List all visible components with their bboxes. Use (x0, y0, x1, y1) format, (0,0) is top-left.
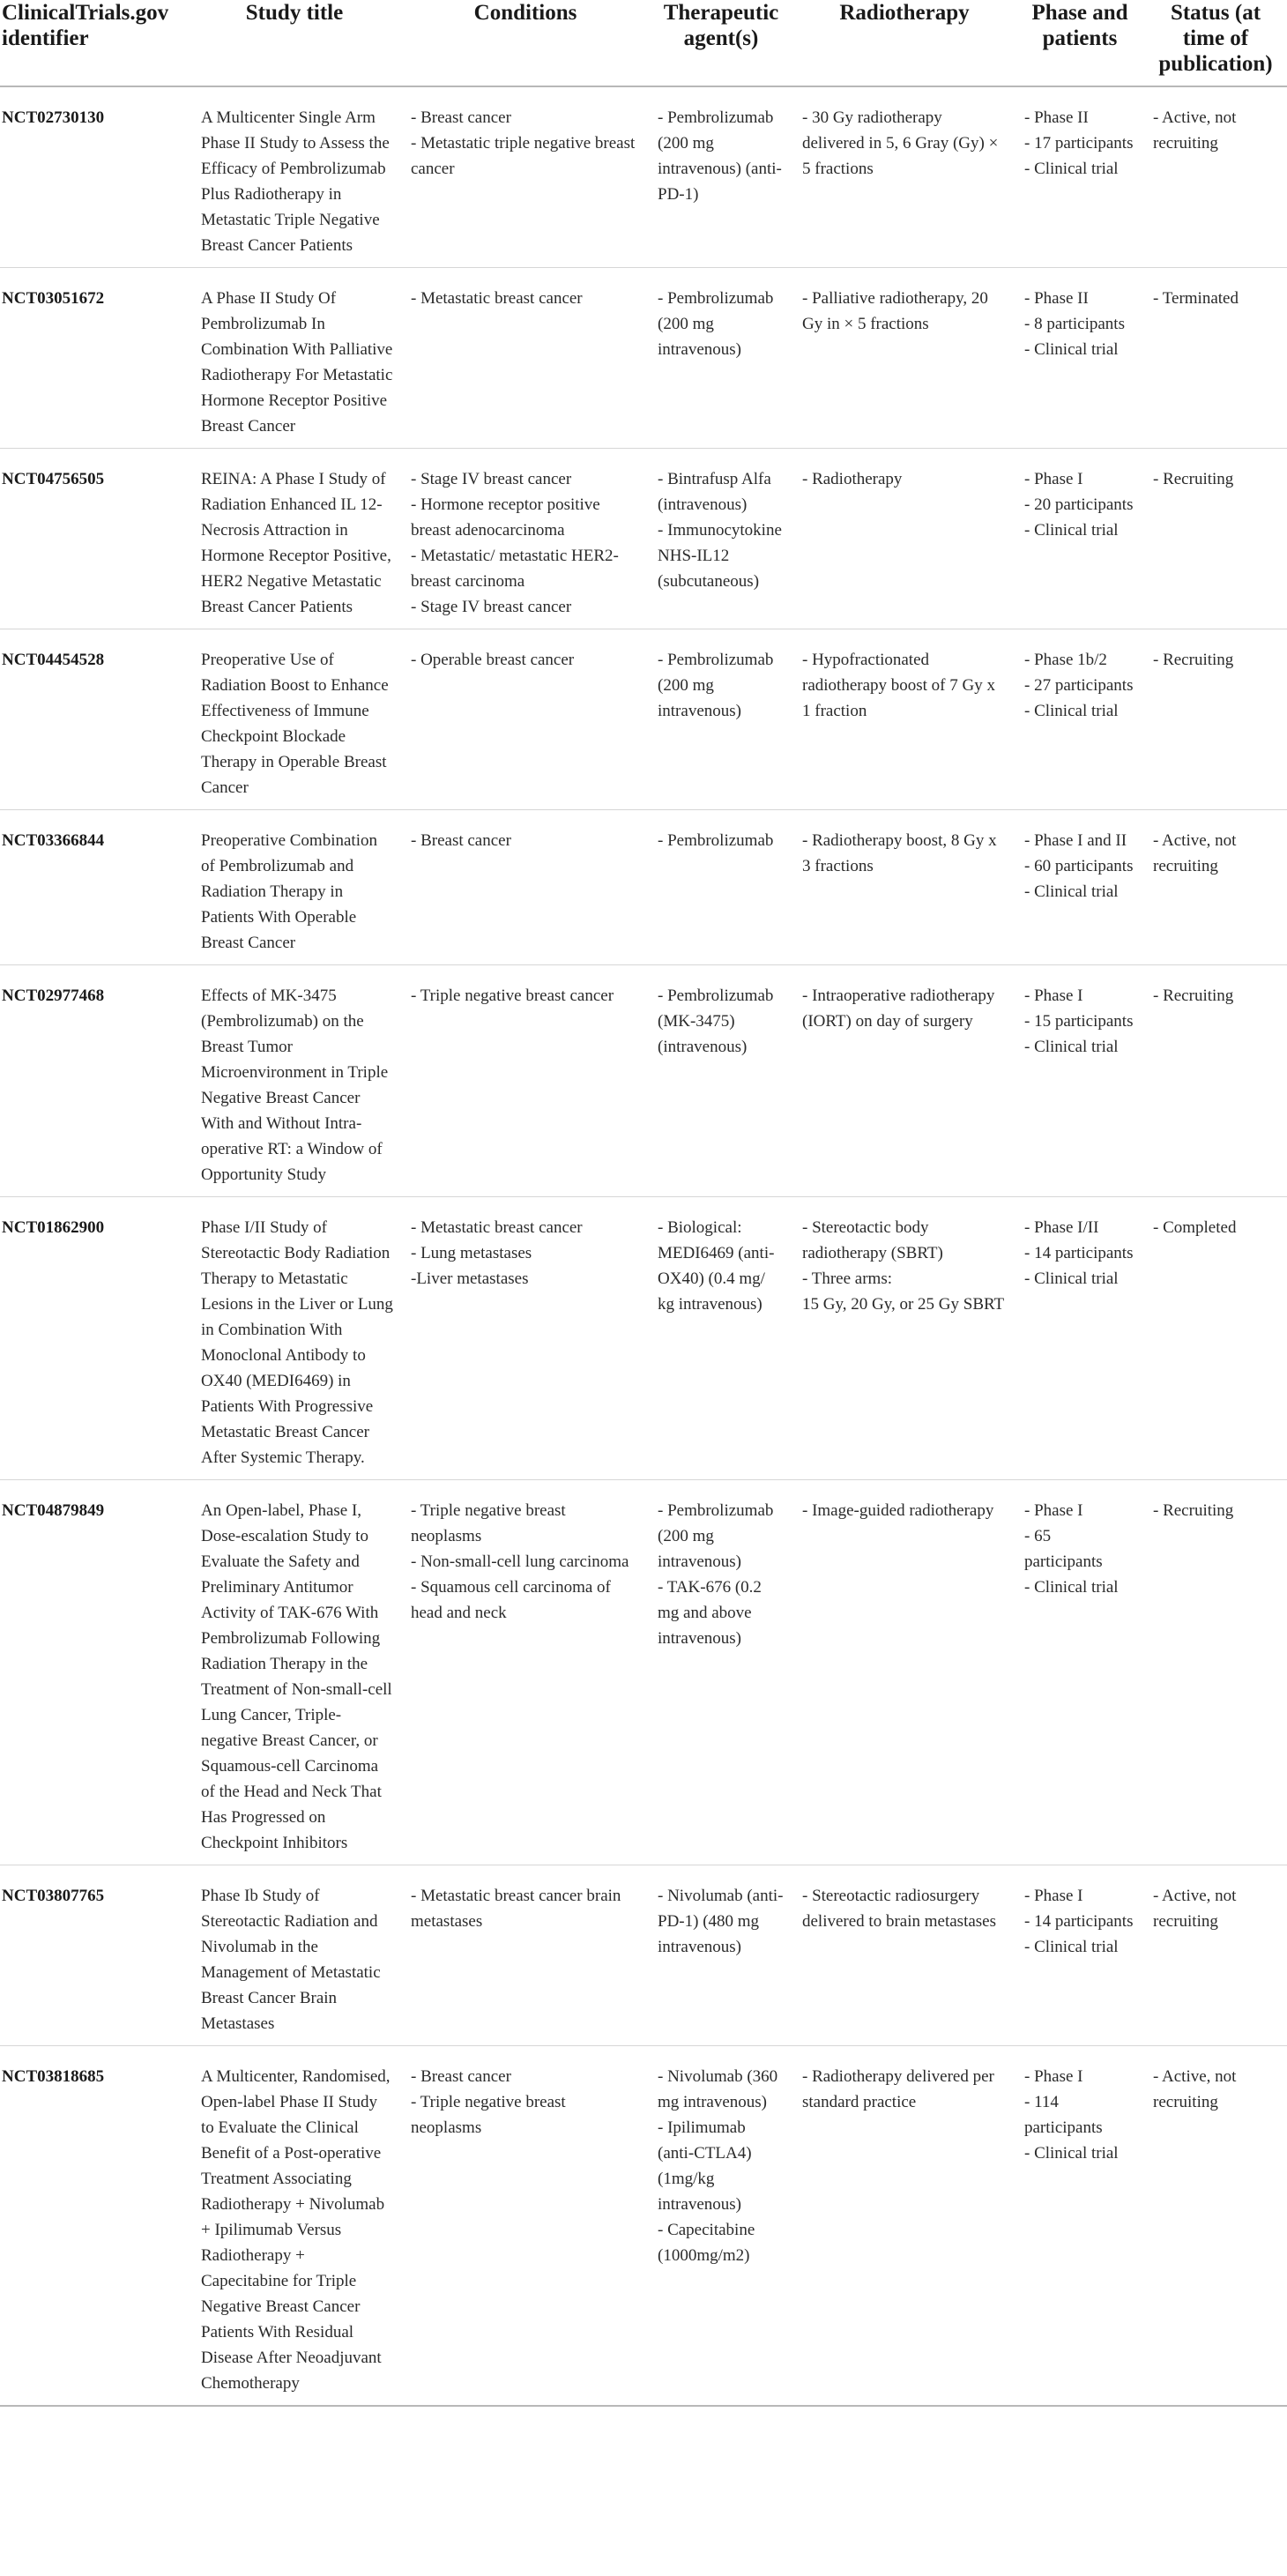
phase-line: - Phase I and II (1024, 831, 1127, 850)
phase-line: - Clinical trial (1024, 2144, 1119, 2163)
phase-line: - Clinical trial (1024, 521, 1119, 540)
phase-line: - Clinical trial (1024, 340, 1119, 359)
agent-line: - Pembrolizumab (200 mg intravenous) (anti-PD-1) (658, 108, 782, 204)
condition-line: - Operable breast cancer (411, 651, 575, 669)
agents-cell (649, 1865, 793, 2046)
phase-line: - 15 participants (1024, 1012, 1134, 1031)
conditions-cell (402, 965, 649, 1197)
agents-cell (649, 1480, 793, 1865)
phase-cell (1015, 1480, 1144, 1865)
radiotherapy-line: - 30 Gy radiotherapy delivered in 5, 6 Gray (Gy) × 5 fractions (802, 108, 999, 178)
phase-line: - Phase I (1024, 1887, 1083, 1905)
status-line: - Recruiting (1153, 1501, 1234, 1520)
condition-line: - Metastatic breast cancer (411, 289, 583, 308)
study-title: REINA: A Phase I Study of Radiation Enhanced IL 12-Necrosis Attraction in Hormone Receptor Positive, HER2 Negative Metastatic Breast Cancer Patients (187, 449, 402, 629)
condition-line: - Breast cancer (411, 108, 511, 127)
conditions-cell (402, 629, 649, 810)
conditions-cell (402, 1865, 649, 2046)
radiotherapy-line: - Radiotherapy delivered per standard practice (802, 2067, 994, 2111)
radiotherapy-cell (793, 810, 1015, 965)
condition-line: - Hormone receptor positive breast adenocarcinoma (411, 495, 600, 540)
agent-line: - Pembrolizumab (200 mg intravenous) (658, 1501, 774, 1571)
phase-cell (1015, 1865, 1144, 2046)
phase-line: - Phase II (1024, 289, 1089, 308)
study-title: Preoperative Use of Radiation Boost to Enhance Effectiveness of Immune Checkpoint Blockade Therapy in Operable Breast Cancer (187, 629, 402, 810)
status-cell (1144, 2046, 1287, 2407)
agent-line: - Immunocytokine NHS-IL12 (subcutaneous) (658, 521, 782, 591)
radiotherapy-cell (793, 268, 1015, 449)
table-header (0, 0, 1287, 86)
condition-line: - Metastatic breast cancer (411, 1218, 583, 1237)
table-row (0, 86, 1287, 268)
header-radiotherapy: Radiotherapy (793, 0, 1015, 86)
condition-line: - Triple negative breast cancer (411, 986, 614, 1005)
condition-line: - Metastatic breast cancer brain metastases (411, 1887, 621, 1931)
radiotherapy-line: - Palliative radiotherapy, 20 Gy in × 5 fractions (802, 289, 988, 333)
header-status: Status (at time of publication) (1144, 0, 1287, 86)
condition-line: - Metastatic triple negative breast cancer (411, 134, 636, 178)
phase-line: - 14 participants (1024, 1244, 1134, 1262)
agent-line: - Capecitabine (1000mg/m2) (658, 2221, 755, 2265)
radiotherapy-line: - Stereotactic radiosurgery delivered to brain metastases (802, 1887, 997, 1931)
phase-line: - 20 participants (1024, 495, 1134, 514)
agent-line: - TAK-676 (0.2 mg and above intravenous) (658, 1578, 762, 1648)
phase-cell (1015, 268, 1144, 449)
header-study-title: Study title (187, 0, 402, 86)
table-row (0, 1865, 1287, 2046)
phase-line: - Phase I (1024, 986, 1083, 1005)
conditions-cell (402, 810, 649, 965)
phase-line: - Phase I/II (1024, 1218, 1099, 1237)
trial-identifier: NCT04879849 (0, 1480, 187, 1865)
trial-identifier: NCT03051672 (0, 268, 187, 449)
phase-line: - 14 participants (1024, 1912, 1134, 1931)
agent-line: - Pembrolizumab (200 mg intravenous) (658, 651, 774, 720)
trial-identifier: NCT03366844 (0, 810, 187, 965)
condition-line: - Lung metastases (411, 1244, 532, 1262)
status-cell (1144, 268, 1287, 449)
radiotherapy-cell (793, 1865, 1015, 2046)
study-title: Phase Ib Study of Stereotactic Radiation and Nivolumab in the Management of Metastatic Breast Cancer Brain Metastases (187, 1865, 402, 2046)
phase-line: - Clinical trial (1024, 882, 1119, 901)
status-line: - Active, not recruiting (1153, 2067, 1237, 2111)
phase-cell (1015, 86, 1144, 268)
phase-cell (1015, 2046, 1144, 2407)
table-row (0, 2046, 1287, 2407)
radiotherapy-cell (793, 1480, 1015, 1865)
phase-line: - Clinical trial (1024, 1578, 1119, 1597)
radiotherapy-line: - Three arms: (802, 1269, 892, 1288)
status-cell (1144, 86, 1287, 268)
phase-line: - Clinical trial (1024, 1038, 1119, 1056)
phase-line: - Clinical trial (1024, 160, 1119, 178)
agents-cell (649, 810, 793, 965)
conditions-cell (402, 1480, 649, 1865)
agents-cell (649, 86, 793, 268)
agent-line: - Biological: MEDI6469 (anti-OX40) (0.4 mg/ kg intravenous) (658, 1218, 775, 1314)
trial-identifier: NCT04454528 (0, 629, 187, 810)
table-row (0, 1197, 1287, 1480)
conditions-cell (402, 449, 649, 629)
status-line: - Recruiting (1153, 470, 1234, 488)
agent-line: - Bintrafusp Alfa (intravenous) (658, 470, 771, 514)
table-row (0, 810, 1287, 965)
radiotherapy-line: - Stereotactic body radiotherapy (SBRT) (802, 1218, 943, 1262)
phase-line: - Phase I (1024, 1501, 1083, 1520)
condition-line: - Stage IV breast cancer (411, 598, 572, 616)
radiotherapy-cell (793, 629, 1015, 810)
radiotherapy-line: - Radiotherapy boost, 8 Gy x 3 fractions (802, 831, 997, 875)
study-title: A Multicenter, Randomised, Open-label Phase II Study to Evaluate the Clinical Benefit of a Post-operative Treatment Associating Radiotherapy + Nivolumab + Ipilimumab Versus Radiotherapy + Capecitabine for Triple Negative Breast Cancer Patients With Residual Disease After Neoadjuvant Chemotherapy (187, 2046, 402, 2407)
phase-line: - 65 (1024, 1527, 1052, 1545)
radiotherapy-cell (793, 2046, 1015, 2407)
phase-line: - 114 participants (1024, 2093, 1103, 2137)
study-title: An Open-label, Phase I, Dose-escalation Study to Evaluate the Safety and Preliminary Antitumor Activity of TAK-676 With Pembrolizumab Following Radiation Therapy in the Treatment of Non-small-cell Lung Cancer, Triple-negative Breast Cancer, or Squamous-cell Carcinoma of the Head and Neck That Has Progressed on Checkpoint Inhibitors (187, 1480, 402, 1865)
radiotherapy-line: - Radiotherapy (802, 470, 903, 488)
status-line: - Active, not recruiting (1153, 1887, 1237, 1931)
agent-line: - Pembrolizumab (MK-3475) (intravenous) (658, 986, 774, 1056)
header-therapeutic-agents: Therapeutic agent(s) (649, 0, 793, 86)
phase-cell (1015, 449, 1144, 629)
agent-line: - Pembrolizumab (200 mg intravenous) (658, 289, 774, 359)
trial-identifier: NCT02977468 (0, 965, 187, 1197)
radiotherapy-cell (793, 449, 1015, 629)
status-line: - Recruiting (1153, 986, 1234, 1005)
conditions-cell (402, 86, 649, 268)
condition-line: - Breast cancer (411, 2067, 511, 2086)
phase-line: - 27 participants (1024, 676, 1134, 695)
header-conditions: Conditions (402, 0, 649, 86)
phase-line: participants (1024, 1552, 1103, 1571)
header-row (0, 0, 1287, 86)
agents-cell (649, 449, 793, 629)
agents-cell (649, 1197, 793, 1480)
radiotherapy-line: - Intraoperative radiotherapy (IORT) on day of surgery (802, 986, 995, 1031)
condition-line: - Breast cancer (411, 831, 511, 850)
header-identifier: ClinicalTrials.gov identifier (0, 0, 187, 86)
phase-line: - Phase I (1024, 2067, 1083, 2086)
radiotherapy-cell (793, 1197, 1015, 1480)
table-row (0, 268, 1287, 449)
status-cell (1144, 629, 1287, 810)
status-line: - Recruiting (1153, 651, 1234, 669)
table-row (0, 629, 1287, 810)
condition-line: - Squamous cell carcinoma of head and neck (411, 1578, 611, 1622)
status-cell (1144, 1197, 1287, 1480)
phase-cell (1015, 965, 1144, 1197)
status-cell (1144, 1865, 1287, 2046)
condition-line: - Triple negative breast neoplasms (411, 1501, 566, 1545)
phase-line: - Clinical trial (1024, 702, 1119, 720)
study-title: Phase I/II Study of Stereotactic Body Radiation Therapy to Metastatic Lesions in the Liver or Lung in Combination With Monoclonal Antibody to OX40 (MEDI6469) in Patients With Progressive Metastatic Breast Cancer After Systemic Therapy. (187, 1197, 402, 1480)
status-line: - Completed (1153, 1218, 1237, 1237)
agent-line: - Nivolumab (360 mg intravenous) (658, 2067, 778, 2111)
radiotherapy-cell (793, 86, 1015, 268)
trial-identifier: NCT03818685 (0, 2046, 187, 2407)
condition-line: - Stage IV breast cancer (411, 470, 572, 488)
trial-identifier: NCT04756505 (0, 449, 187, 629)
status-cell (1144, 810, 1287, 965)
study-title: A Phase II Study Of Pembrolizumab In Combination With Palliative Radiotherapy For Metastatic Hormone Receptor Positive Breast Cancer (187, 268, 402, 449)
trial-identifier: NCT03807765 (0, 1865, 187, 2046)
agents-cell (649, 2046, 793, 2407)
conditions-cell (402, 1197, 649, 1480)
trial-identifier: NCT01862900 (0, 1197, 187, 1480)
phase-line: - Phase II (1024, 108, 1089, 127)
phase-cell (1015, 810, 1144, 965)
table-row (0, 449, 1287, 629)
agents-cell (649, 268, 793, 449)
trial-identifier: NCT02730130 (0, 86, 187, 268)
radiotherapy-line: - Image-guided radiotherapy (802, 1501, 994, 1520)
agent-line: - Nivolumab (anti-PD-1) (480 mg intravenous) (658, 1887, 784, 1956)
status-line: - Active, not recruiting (1153, 831, 1237, 875)
table-row (0, 965, 1287, 1197)
status-line: - Terminated (1153, 289, 1239, 308)
phase-line: - Clinical trial (1024, 1269, 1119, 1288)
study-title: Effects of MK-3475 (Pembrolizumab) on the Breast Tumor Microenvironment in Triple Negative Breast Cancer With and Without Intra-operative RT: a Window of Opportunity Study (187, 965, 402, 1197)
status-cell (1144, 965, 1287, 1197)
condition-line: - Metastatic/ metastatic HER2- breast carcinoma (411, 547, 619, 591)
phase-cell (1015, 1197, 1144, 1480)
agent-line: - Pembrolizumab (658, 831, 774, 850)
agent-line: - Ipilimumab (anti-CTLA4) (1mg/kg intravenous) (658, 2118, 752, 2214)
conditions-cell (402, 268, 649, 449)
conditions-cell (402, 2046, 649, 2407)
condition-line: -Liver metastases (411, 1269, 529, 1288)
phase-cell (1015, 629, 1144, 810)
phase-line: - Clinical trial (1024, 1938, 1119, 1956)
radiotherapy-line: - Hypofractionated radiotherapy boost of 7 Gy x 1 fraction (802, 651, 995, 720)
study-title: A Multicenter Single Arm Phase II Study to Assess the Efficacy of Pembrolizumab Plus Radiotherapy in Metastatic Triple Negative Breast Cancer Patients (187, 86, 402, 268)
radiotherapy-cell (793, 965, 1015, 1197)
agents-cell (649, 629, 793, 810)
phase-line: - 17 participants (1024, 134, 1134, 153)
phase-line: - 60 participants (1024, 857, 1134, 875)
table-row (0, 1480, 1287, 1865)
phase-line: - Phase I (1024, 470, 1083, 488)
radiotherapy-line: 15 Gy, 20 Gy, or 25 Gy SBRT (802, 1295, 1005, 1314)
table-body (0, 86, 1287, 2406)
agents-cell (649, 965, 793, 1197)
condition-line: - Non-small-cell lung carcinoma (411, 1552, 629, 1571)
status-line: - Active, not recruiting (1153, 108, 1237, 153)
study-title: Preoperative Combination of Pembrolizumab and Radiation Therapy in Patients With Operable Breast Cancer (187, 810, 402, 965)
condition-line: - Triple negative breast neoplasms (411, 2093, 566, 2137)
phase-line: - Phase 1b/2 (1024, 651, 1107, 669)
header-phase-patients: Phase and patients (1015, 0, 1144, 86)
status-cell (1144, 449, 1287, 629)
phase-line: - 8 participants (1024, 315, 1125, 333)
status-cell (1144, 1480, 1287, 1865)
